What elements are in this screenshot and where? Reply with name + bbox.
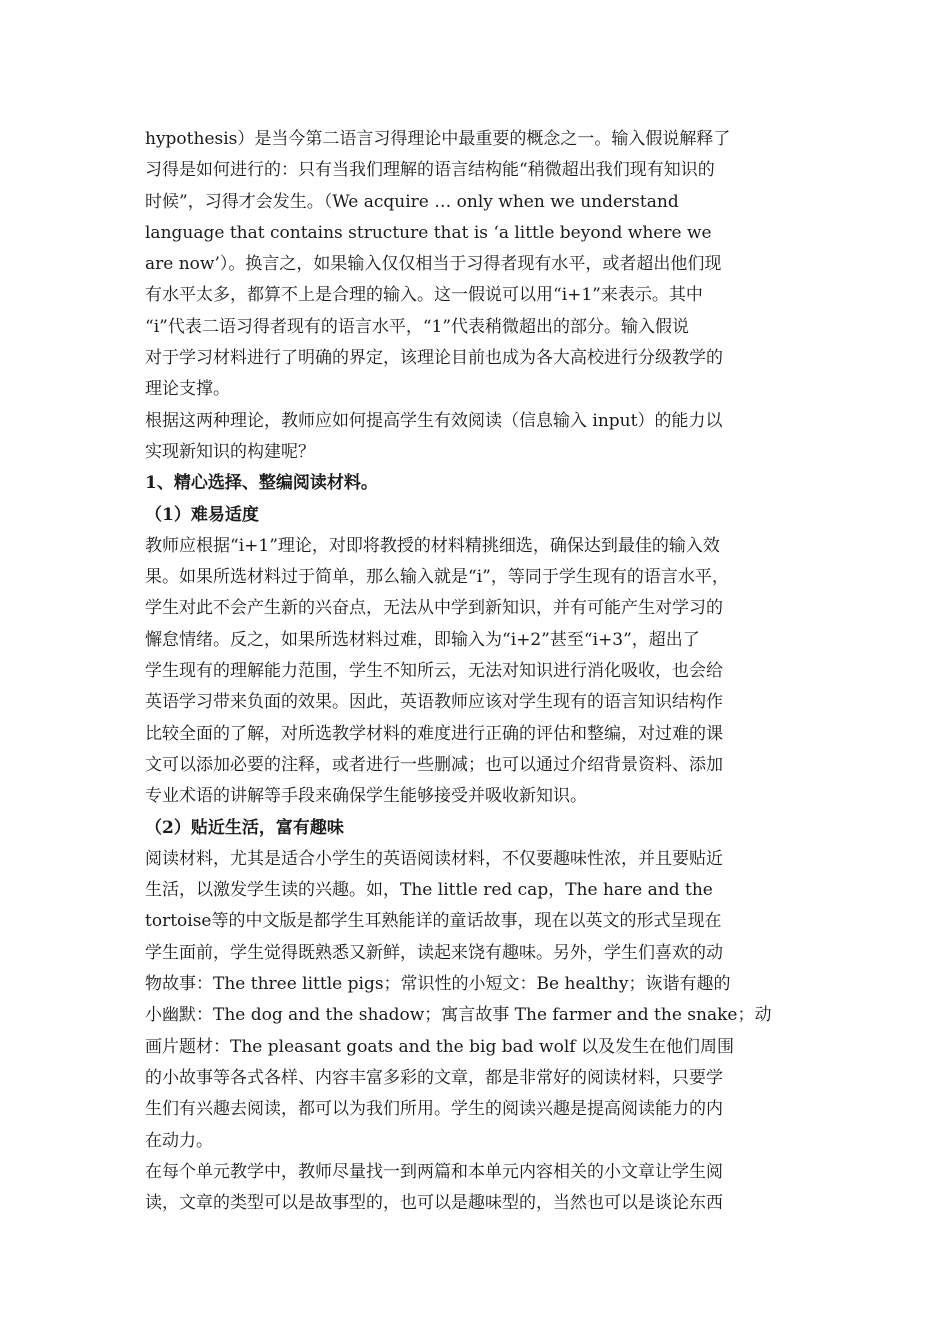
text-line: 对于学习材料进行了明确的界定，该理论目前也成为各大高校进行分级教学的 — [145, 348, 723, 369]
text-line: 英语学习带来负面的效果。因此，英语教师应该对学生现有的语言知识结构作 — [145, 692, 723, 713]
text-line: language that contains structure that is ‘a little beyond where we — [145, 222, 712, 243]
text-line: 学生面前，学生觉得既熟悉又新鲜，读起来饶有趣味。另外，学生们喜欢的动 — [145, 942, 723, 963]
text-line: 小幽默：The dog and the shadow；寓言故事 The farmer and the snake；动 — [145, 1005, 772, 1026]
text-line: 学生现有的理解能力范围，学生不知所云，无法对知识进行消化吸收，也会给 — [145, 661, 723, 682]
subsection-heading: （2）贴近生活，富有趣味 — [145, 817, 344, 838]
subsection-heading: （1）难易适度 — [145, 504, 259, 525]
text-line: 比较全面的了解，对所选教学材料的难度进行正确的评估和整编，对过难的课 — [145, 723, 723, 744]
text-line: 生们有兴趣去阅读，都可以为我们所用。学生的阅读兴趣是提高阅读能力的内 — [145, 1099, 723, 1120]
text-line: 根据这两种理论，教师应如何提高学生有效阅读（信息输入 input）的能力以 — [145, 410, 723, 431]
text-line: 文可以添加必要的注释，或者进行一些删减；也可以通过介绍背景资料、添加 — [145, 754, 723, 775]
text-line: 生活，以激发学生读的兴趣。如，The little red cap，The hare and the — [145, 880, 713, 901]
document-body — [145, 124, 813, 1219]
text-line: 画片题材：The pleasant goats and the big bad wolf 以及发生在他们周围 — [145, 1036, 734, 1057]
text-line: 的小故事等各式各样、内容丰富多彩的文章，都是非常好的阅读材料，只要学 — [145, 1067, 723, 1088]
text-line: 懈怠情绪。反之，如果所选材料过难，即输入为“i+2”甚至“i+3”，超出了 — [145, 629, 700, 650]
text-line: 果。如果所选材料过于简单，那么输入就是“i”，等同于学生现有的语言水平， — [145, 567, 729, 588]
text-line: 教师应根据“i+1”理论，对即将教授的材料精挑细选，确保达到最佳的输入效 — [145, 535, 720, 556]
text-line: 理论支撑。 — [145, 379, 230, 400]
section-heading: 1、精心选择、整编阅读材料。 — [145, 473, 378, 494]
text-line: hypothesis）是当今第二语言习得理论中最重要的概念之一。输入假说解释了 — [145, 129, 731, 149]
text-line: 有水平太多，都算不上是合理的输入。这一假说可以用“i+1”来表示。其中 — [145, 285, 703, 306]
text-line: 物故事：The three little pigs；常识性的小短文：Be healthy；诙谐有趣的 — [145, 974, 731, 995]
text-line: 阅读材料，尤其是适合小学生的英语阅读材料，不仅要趣味性浓，并且要贴近 — [145, 848, 723, 869]
text-line: 读，文章的类型可以是故事型的，也可以是趣味型的，当然也可以是谈论东西 — [145, 1193, 723, 1214]
text-line: are now’）。换言之，如果输入仅仅相当于习得者现有水平，或者超出他们现 — [145, 254, 722, 275]
text-line: 实现新知识的构建呢？ — [145, 441, 315, 462]
text-line: 习得是如何进行的：只有当我们理解的语言结构能“稍微超出我们现有知识的 — [145, 160, 715, 181]
text-line: 在动力。 — [145, 1130, 213, 1151]
text-line: 在每个单元教学中，教师尽量找一到两篇和本单元内容相关的小文章让学生阅 — [145, 1161, 723, 1182]
text-line: 时候”，习得才会发生。（We acquire … only when we understand — [145, 191, 679, 212]
text-line: tortoise等的中文版是都学生耳熟能详的童话故事，现在以英文的形式呈现在 — [145, 911, 722, 932]
text-line: “i”代表二语习得者现有的语言水平，“1”代表稍微超出的部分。输入假说 — [145, 316, 690, 337]
text-line: 学生对此不会产生新的兴奋点，无法从中学到新知识，并有可能产生对学习的 — [145, 598, 723, 619]
text-line: 专业术语的讲解等手段来确保学生能够接受并吸收新知识。 — [145, 786, 587, 807]
